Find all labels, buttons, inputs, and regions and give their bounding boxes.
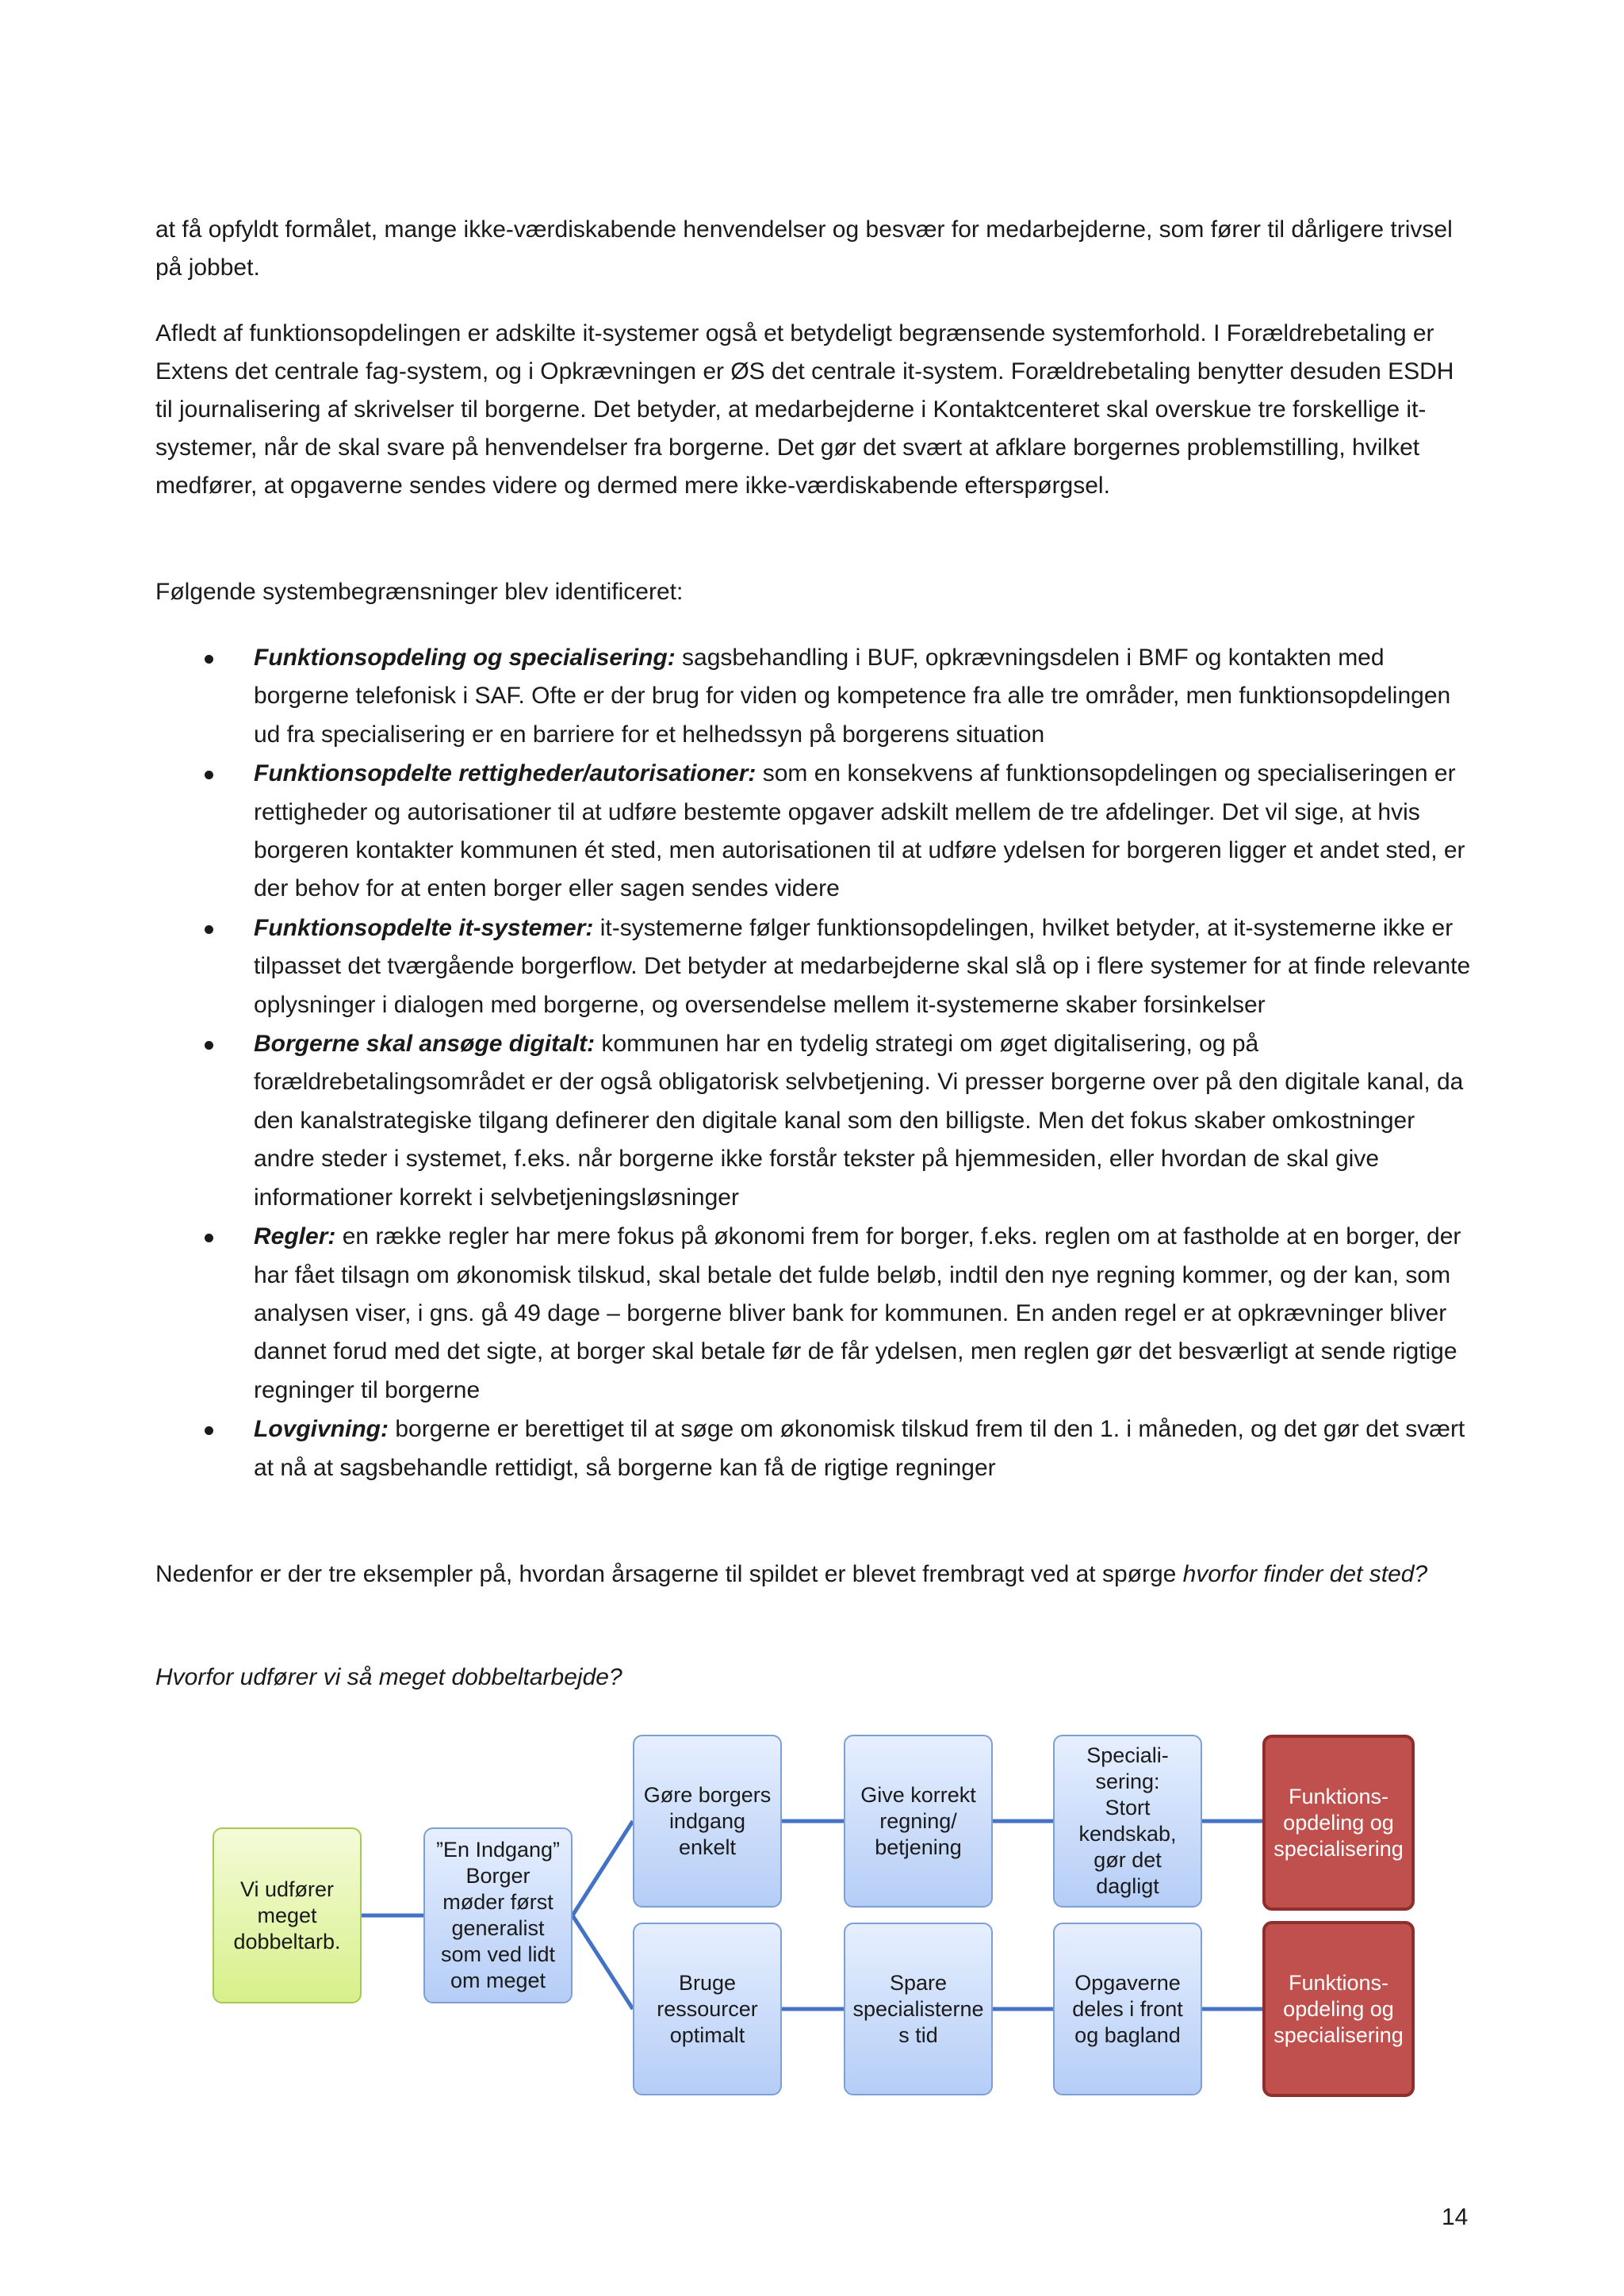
- bottom-node-2: Spare specialisterne s tid: [844, 1923, 993, 2095]
- list-item: [155, 755, 1472, 909]
- list-item-term: Borgerne skal ansøge digitalt:: [254, 1031, 596, 1058]
- list-item: [155, 909, 1472, 1024]
- list-item-text: som en konsekvens af funktionsopdelingen og specialiseringen er rettigheder og autorisationer til at udføre bestemte opgaver adskilt mellem de tre afdelinger. Det vil sige, at hvis borgeren kontakter kommunen ét sted, men autorisationen til at udføre ydelsen for borgeren ligger et andet sted, er der behov for at enten borger eller sagen sendes videre: [254, 760, 1465, 902]
- top-node-1: Gøre borgers indgang enkelt: [633, 1735, 782, 1908]
- paragraph-4-question: hvorfor finder det sted?: [1182, 1561, 1428, 1587]
- top-node-3: Speciali- sering: Stort kendskab, gør det dagligt: [1053, 1735, 1202, 1908]
- bullet-icon: [205, 1426, 213, 1435]
- list-item-term: Funktionsopdelte it-systemer:: [254, 914, 594, 941]
- bullet-icon: [205, 655, 213, 664]
- list-item-text: sagsbehandling i BUF, opkrævningsdelen i BMF og kontakten med borgerne telefonisk i SAF. Ofte er der brug for viden og kompetence fra alle tre områder, men funktionsopdelingen ud fra specialisering er en barriere for et helhedssyn på borgerens situation: [254, 645, 1451, 748]
- top-node-2: Give korrekt regning/ betjening: [844, 1735, 993, 1908]
- bullet-icon: [205, 771, 213, 779]
- list-item: [155, 1410, 1472, 1487]
- list-item-text: kommunen har en tydelig strategi om øget digitalisering, og på forældrebetalingsområdet er der også obligatorisk selvbetjening. Vi presser borgerne over på den digitale kanal, da den kanalstrategiske tilgang definerer den digitale kanal som den billigste. Men det fokus skaber omkostninger andre steder i systemet, f.eks. når borgerne ikke forstår tekster på hjemmesiden, eller hvordan de skal give informationer korrekt i selvbetjeningsløsninger: [254, 1031, 1464, 1211]
- root-node: Vi udfører meget dobbeltarb.: [213, 1827, 362, 2003]
- page-number: 14: [1442, 2204, 1469, 2230]
- list-item-term: Regler:: [254, 1223, 336, 1250]
- system-limitations-list: [155, 639, 1472, 1488]
- paragraph-3: Følgende systembegrænsninger blev identificeret:: [155, 579, 684, 605]
- bullet-icon: [205, 925, 213, 934]
- paragraph-4: [155, 1556, 1472, 1594]
- bottom-node-1: Bruge ressourcer optimalt: [633, 1923, 782, 2095]
- connector-level1-top: [573, 1821, 633, 1915]
- list-item-term: Funktionsopdelte rettigheder/autorisationer:: [254, 760, 756, 787]
- list-item-text: it-systemerne følger funktionsopdelingen, hvilket betyder, at it-systemerne ikke er tilpasset det tværgående borgerflow. Det betyder at medarbejderne skal slå op i flere systemer for at finde relevante oplysninger i dialogen med borgerne, og oversendelse mellem it-systemerne skaber forsinkelser: [254, 914, 1471, 1018]
- connector-level1-bottom: [573, 1915, 633, 2009]
- paragraph-4-text: Nedenfor er der tre eksempler på, hvordan årsagerne til spildet er blevet frembragt ved at spørge: [155, 1561, 1183, 1587]
- list-item: [155, 1025, 1472, 1217]
- list-item: [155, 1218, 1472, 1410]
- list-item-term: Lovgivning:: [254, 1416, 389, 1443]
- list-item-text: en række regler har mere fokus på økonomi frem for borger, f.eks. reglen om at fastholde at en borger, der har fået tilsagn om økonomisk tilskud, skal betale det fulde beløb, indtil den nye regning kommer, og der kan, som analysen viser, i gns. gå 49 dage – borgerne bliver bank for kommunen. En anden regel er at opkrævninger bliver dannet forud med det sigte, at borger skal betale før de får ydelsen, men reglen gør det besværligt at sende rigtige regninger til borgerne: [254, 1223, 1461, 1403]
- list-item-term: Funktionsopdeling og specialisering:: [254, 645, 676, 671]
- diagram-heading: Hvorfor udfører vi så meget dobbeltarbejde?: [155, 1664, 622, 1690]
- level1-node: ”En Indgang” Borger møder først generalist som ved lidt om meget: [423, 1827, 573, 2003]
- paragraph-2: Afledt af funktionsopdelingen er adskilte it-systemer også et betydeligt begrænsende systemforhold. I Forældrebetaling er Extens det centrale fag-system, og i Opkrævningen er ØS det centrale it-system. Forældrebetaling benytter desuden ESDH til journalisering af skrivelser til borgerne. Det betyder, at medarbejderne i Kontaktcenteret skal overskue tre forskellige it-systemer, når de skal svare på henvendelser fra borgerne. Det gør det svært at afklare borgernes problemstilling, hvilket medfører, at opgaverne sendes videre og dermed mere ikke-værdiskabende efterspørgsel.: [155, 320, 1454, 499]
- list-item: [155, 639, 1472, 754]
- bottom-node-3: Opgaverne deles i front og bagland: [1053, 1923, 1202, 2095]
- bottom-root-cause: Funktions- opdeling og specialisering: [1262, 1921, 1415, 2097]
- bullet-icon: [205, 1234, 213, 1242]
- top-root-cause: Funktions- opdeling og specialisering: [1262, 1735, 1415, 1911]
- paragraph-1: at få opfyldt formålet, mange ikke-værdiskabende henvendelser og besvær for medarbejderne, som fører til dårligere trivsel på jobbet.: [155, 216, 1453, 281]
- list-item-text: borgerne er berettiget til at søge om økonomisk tilskud frem til den 1. i måneden, og det gør det svært at nå at sagsbehandle rettidigt, så borgerne kan få de rigtige regninger: [254, 1416, 1465, 1481]
- bullet-icon: [205, 1041, 213, 1050]
